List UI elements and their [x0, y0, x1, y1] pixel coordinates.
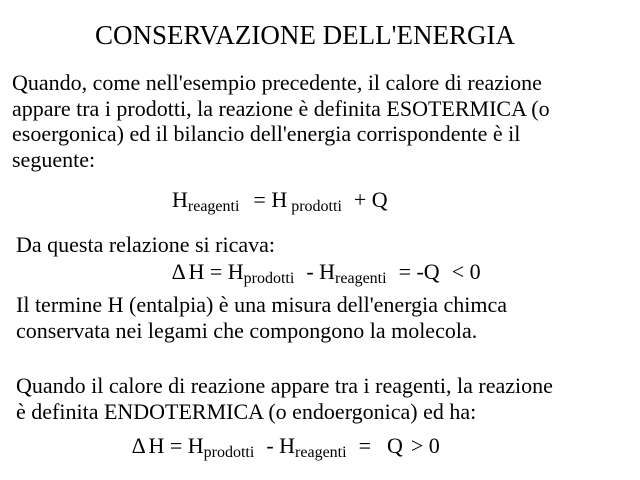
- paragraph-exothermic: [12, 70, 637, 172]
- equation-delta-h-endothermic: [132, 433, 440, 462]
- eq-h-equals: H = H: [188, 259, 244, 284]
- eq-subscript-prodotti: prodotti: [291, 198, 342, 215]
- delta-symbol: ∆: [132, 433, 146, 458]
- paragraph-line: appare tra i prodotti, la reazione è definita ESOTERMICA (o: [12, 95, 550, 121]
- paragraph-line: Quando il calore di reazione appare tra i reagenti, la reazione: [16, 373, 553, 398]
- eq-plus-q: + Q: [353, 187, 388, 212]
- page-title: CONSERVAZIONE DELL'ENERGIA: [95, 20, 515, 50]
- paragraph-enthalpy: [16, 292, 640, 343]
- eq-h-equals: H = H: [148, 433, 204, 458]
- paragraph-derivation: [16, 232, 640, 258]
- eq-subscript-prodotti: prodotti: [203, 444, 255, 461]
- paragraph-line: Da questa relazione si ricava:: [16, 232, 275, 257]
- eq-minus-h: - H: [266, 433, 296, 458]
- eq-equals-h: = H: [253, 187, 288, 212]
- eq-subscript-reagenti: reagenti: [295, 444, 347, 461]
- eq-equals-minus-q: = -Q: [398, 259, 440, 284]
- paragraph-line: Quando, come nell'esempio precedente, il calore di reazione: [12, 70, 542, 95]
- eq-subscript-prodotti: prodotti: [243, 270, 295, 287]
- eq-less-than-zero: < 0: [451, 259, 481, 284]
- paragraph-line: Il termine H (entalpia) è una misura dell'energia chimca: [16, 292, 508, 317]
- equation-delta-h-exothermic: [172, 259, 481, 288]
- eq-q: Q: [387, 433, 403, 458]
- paragraph-endothermic: [16, 373, 640, 424]
- eq-subscript-reagenti: reagenti: [335, 270, 387, 287]
- paragraph-line: conservata nei legami che compongono la molecola.: [16, 317, 478, 343]
- eq-h-symbol: H: [172, 187, 188, 212]
- eq-subscript-reagenti: reagenti: [187, 198, 240, 215]
- eq-minus-h: - H: [306, 259, 336, 284]
- eq-equals: =: [358, 433, 371, 458]
- equation-energy-balance: [172, 187, 388, 216]
- paragraph-line: esoergonica) ed il bilancio dell'energia corrispondente è il: [12, 121, 521, 146]
- eq-greater-than-zero: > 0: [410, 433, 440, 458]
- delta-symbol: ∆: [172, 259, 186, 284]
- paragraph-line: è definita ENDOTERMICA (o endoergonica) ed ha:: [16, 398, 477, 424]
- paragraph-line: seguente:: [12, 146, 96, 172]
